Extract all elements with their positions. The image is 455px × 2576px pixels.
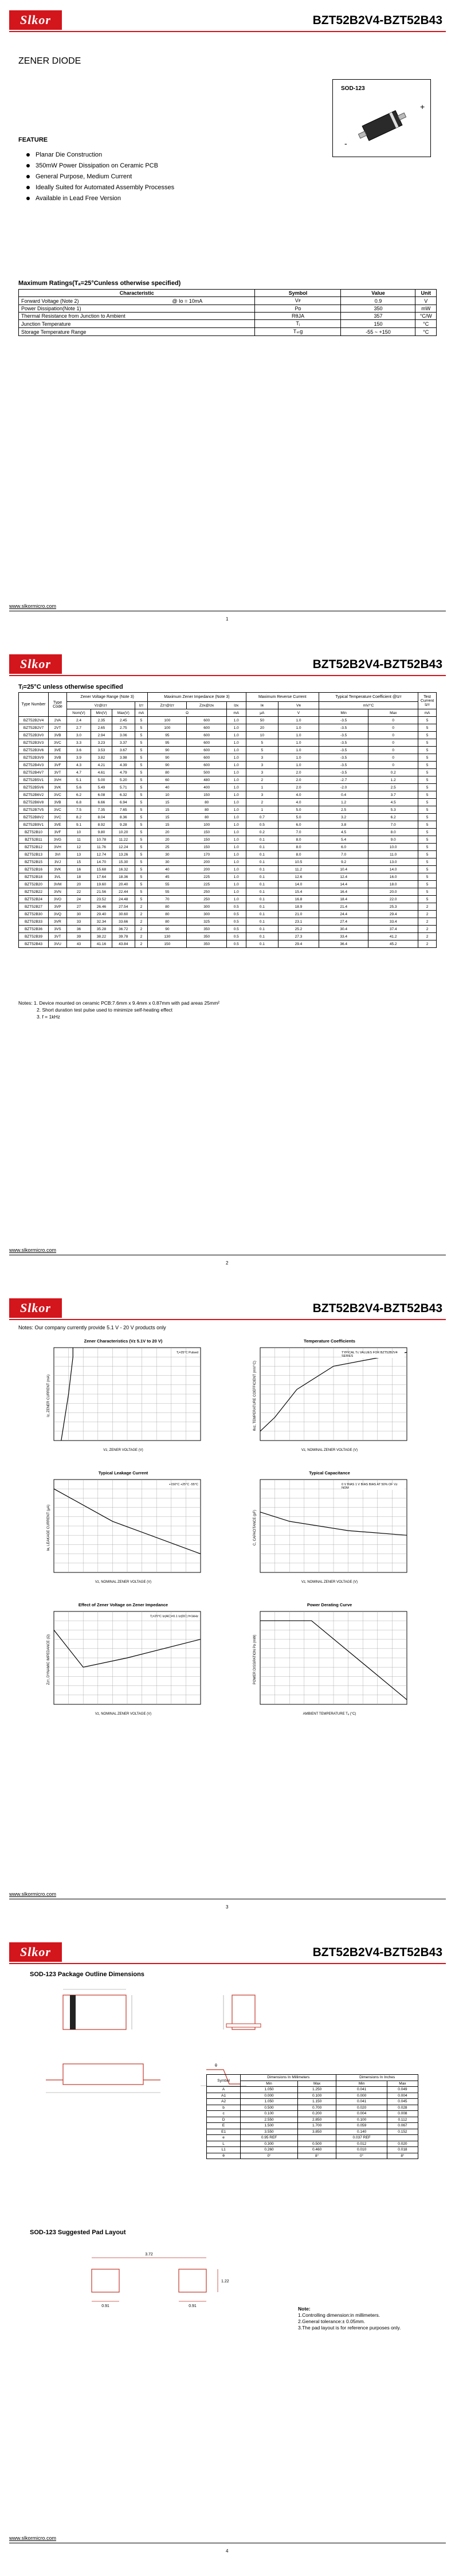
table-row: A2 1.050 1.150 0.041 0.045 (207, 2099, 418, 2105)
table-row: BZT52B8V2 3VC 8.2 8.04 8.36 5 15 80 1.0 0.7 5.0 3.2 6.2 5 (19, 814, 437, 821)
svg-text:0.91: 0.91 (101, 2304, 109, 2308)
page-header (9, 1942, 446, 1962)
col-header: Characteristic (19, 290, 255, 297)
page-number: 2 (226, 1260, 229, 1266)
x-axis-label: AMBIENT TEMPERATURE Tₐ (°C) (303, 1712, 356, 1716)
svg-text:0.91: 0.91 (189, 2304, 197, 2308)
table-row: D 2.550 2.850 0.100 0.112 (207, 2117, 418, 2123)
chart-legend: Tⱼ=25°C Pulsed (176, 1351, 198, 1355)
table-header-row: Vᴢ@Iᴢᴛ Iᴢᴛ Zᴢᴛ@Iᴢᴛ Zᴢᴋ@Iᴢᴋ Iᴢᴋ Iʀ Vʀ mV/°C (19, 702, 437, 709)
table-row: BZT52B3V9 3VB 3.9 3.82 3.98 5 90 600 1.0 3 1.0 -3.5 0 5 (19, 754, 437, 762)
feature-item: Planar Die Construction (23, 151, 174, 158)
table-header-row: Symbol Dimensions In Millimeters Dimensions In Inches (207, 2075, 418, 2081)
y-axis-label: POWER DISSIPATION Pᴅ (mW) (253, 1634, 257, 1685)
x-axis-label: Vᴢ, NOMINAL ZENER VOLTAGE (V) (301, 1449, 358, 1452)
chart-plot (246, 1609, 413, 1718)
part-number-title: BZT52B2V4-BZT52B43 (312, 658, 442, 671)
chart-plot (40, 1609, 206, 1718)
page-number: 1 (226, 616, 229, 622)
table-row: BZT52B10 3VF 10 9.80 10.20 5 20 150 1.0 0.2 7.0 4.5 8.0 5 (19, 829, 437, 836)
page-number: 4 (226, 2548, 229, 2554)
table-row: BZT52B33 3VR 33 32.34 33.66 2 80 325 0.5 0.1 23.1 27.4 33.4 2 (19, 918, 437, 926)
chart-title: Effect of Zener Voltage on Zener Impedance (78, 1602, 168, 1607)
electrical-characteristics-table (18, 692, 437, 948)
bullet-icon (26, 186, 30, 189)
table-row: Junction Temperature Tⱼ 150 °C (19, 320, 437, 328)
bullet-icon (26, 164, 30, 167)
chart-panel (40, 1470, 206, 1586)
table-row: Storage Temperature Range Tₛₜg -55 ~ +150 °C (19, 328, 437, 336)
table-row: L1 0.260 0.460 0.010 0.018 (207, 2147, 418, 2153)
package-box (332, 79, 431, 157)
table-row: BZT52B27 3VP 27 26.46 27.54 2 80 300 0.5 0.1 18.9 21.4 25.3 2 (19, 903, 437, 911)
table-notes: Notes: 1. Device mounted on ceramic PCB:7.6mm x 9.4mm x 0.87mm with pad areas 25mm² 2. Short duration test pulse used to minimize self-heating effect 3. f = 1kHz (18, 1000, 219, 1020)
page-3 (0, 1288, 455, 1932)
table-row: BZT52B30 3VQ 30 29.40 30.60 2 80 300 0.5 0.1 21.0 24.4 29.4 2 (19, 911, 437, 918)
website-link[interactable]: www.slkormicro.com (9, 603, 57, 609)
part-number-title: BZT52B2V4-BZT52B43 (312, 1946, 442, 1959)
page-1 (0, 0, 455, 644)
max-ratings-table (18, 289, 437, 336)
table-row: BZT52B24 3VO 24 23.52 24.48 5 70 250 1.0 0.1 16.8 18.4 22.0 5 (19, 896, 437, 903)
pad-layout-drawing (69, 2246, 264, 2338)
col-header: Symbol (255, 290, 341, 297)
elec-char-title: Tⱼ=25°C unless otherwise specified (18, 684, 123, 690)
chart-plot (40, 1477, 206, 1586)
products-note: Notes: Our company currently provide 5.1 V - 20 V products only (18, 1325, 166, 1330)
table-row: E1 3.550 3.850 0.140 0.152 (207, 2129, 418, 2135)
chart-legend: +150°C +25°C -55°C (168, 1483, 198, 1486)
page-header (9, 1298, 446, 1318)
chart-panel (246, 1602, 413, 1718)
features-list (23, 151, 174, 206)
header-divider (9, 1963, 446, 1964)
table-row: BZT52B4V3 3VF 4.3 4.21 4.39 5 90 600 1.0 3 1.0 -3.5 0 5 (19, 762, 437, 769)
chart-title: Zener Characteristics (Vᴢ 5.1V to 20 V) (84, 1338, 163, 1344)
page-footer (9, 1891, 446, 1902)
part-number-title: BZT52B2V4-BZT52B43 (312, 1302, 442, 1315)
page-header (9, 654, 446, 674)
table-row: BZT52B20 3VM 20 19.60 20.40 5 55 225 1.0 0.1 14.0 14.4 18.0 5 (19, 881, 437, 888)
chart-plot (246, 1345, 413, 1454)
table-row: BZT52B6V8 3VB 6.8 6.66 6.94 5 15 80 1.0 2 4.0 1.2 4.5 5 (19, 799, 437, 806)
part-number-title: BZT52B2V4-BZT52B43 (312, 14, 442, 27)
table-row: BZT52B5V6 3VK 5.6 5.49 5.71 5 40 400 1.0 1 2.0 -2.0 2.5 5 (19, 784, 437, 791)
table-row: θ 0° 8° 0° 8° (207, 2153, 418, 2159)
y-axis-label: θᴠᴢ, TEMPERATURE COEFFICIENT (mV/°C) (253, 1360, 257, 1431)
table-row: BZT52B6V2 3VC 6.2 6.08 6.32 5 10 150 1.0 3 4.0 0.4 3.7 5 (19, 791, 437, 799)
table-row: L 0.300 0.500 0.012 0.020 (207, 2141, 418, 2147)
pad-notes: Note: 1.Controlling dimension:in millimeters. 2.General tolerance:± 0.05mm. 3.The pad layout is for reference purposes only. (298, 2306, 401, 2331)
table-header-row: Type Number Type Code Zener Voltage Range (Note 3) Maximum Zener Impedance (Note 3) Maximum Reverse Current Typical Temperature Coefficient @Iᴢᴛ Test Current Iᴢᴛ (19, 693, 437, 702)
page-footer (9, 1247, 446, 1258)
website-link[interactable]: www.slkormicro.com (9, 1247, 57, 1253)
product-title: ZENER DIODE (18, 56, 81, 66)
header-divider (9, 31, 446, 32)
table-header-row: Min Max Min Max (207, 2081, 418, 2087)
page-4 (0, 1932, 455, 2576)
brand-logo: Slkor (9, 654, 62, 674)
x-axis-label: Vᴢ, NOMINAL ZENER VOLTAGE (V) (301, 1580, 358, 1584)
website-link[interactable]: www.slkormicro.com (9, 1891, 57, 1897)
table-row: BZT52B3V0 3VB 3.0 2.94 3.06 5 95 600 1.0 10 1.0 -3.5 0 5 (19, 732, 437, 739)
svg-text:-: - (344, 139, 347, 148)
page-2 (0, 644, 455, 1288)
table-row: BZT52B11 3VG 11 10.78 11.22 5 20 150 1.0 0.1 8.0 5.4 9.0 5 (19, 836, 437, 844)
table-row: BZT52B3V6 3VE 3.6 3.53 3.67 5 90 600 1.0 5 1.0 -3.5 0 5 (19, 747, 437, 754)
brand-logo: Slkor (9, 1942, 62, 1962)
x-axis-label: Vᴢ, ZENER VOLTAGE (V) (103, 1449, 143, 1452)
table-row: BZT52B12 3VH 12 11.76 12.24 5 25 150 1.0 0.1 8.0 6.0 10.0 5 (19, 844, 437, 851)
chart-title: Temperature Coefficients (304, 1338, 355, 1344)
page-number: 3 (226, 1904, 229, 1910)
table-row: BZT52B13 3VI 13 12.74 13.26 5 30 170 1.0 0.1 8.0 7.0 11.0 5 (19, 851, 437, 858)
table-row: b 0.500 0.700 0.020 0.028 (207, 2105, 418, 2111)
pad-layout-title: SOD-123 Suggested Pad Layout (30, 2229, 126, 2236)
table-row: Forward Voltage (Note 2) @ Iᴏ = 10mA Vꜰ 0.9 V (19, 297, 437, 305)
table-row: BZT52B36 3VS 36 35.28 36.72 2 90 350 0.5 0.1 25.2 30.4 37.4 2 (19, 926, 437, 933)
table-row: BZT52B15 3VJ 15 14.70 15.30 5 30 200 1.0 0.1 10.5 9.2 13.0 5 (19, 858, 437, 866)
page-footer (9, 603, 446, 614)
x-axis-label: Vᴢ, NOMINAL ZENER VOLTAGE (V) (95, 1580, 152, 1584)
bullet-icon (26, 153, 30, 157)
table-row: BZT52B16 3VK 16 15.68 16.32 5 40 200 1.0 0.1 11.2 10.4 14.0 5 (19, 866, 437, 873)
dimensions-table (206, 2074, 418, 2159)
header-divider (9, 675, 446, 676)
table-row: A1 0.000 0.100 0.000 0.004 (207, 2093, 418, 2099)
chart-legend: Tⱼ=25°C Iᴢ(AC)=0.1 Iᴢ(DC) f=1kHz (150, 1615, 198, 1618)
table-row: e 0.95 REF 0.037 REF (207, 2135, 418, 2141)
max-ratings-title: Maximum Ratings(Tₐ=25°Cunless otherwise specified) (18, 280, 181, 287)
brand-logo: Slkor (9, 10, 62, 30)
page-footer (9, 2535, 446, 2546)
svg-text:3.72: 3.72 (145, 2253, 153, 2257)
table-header-row: Nom(V) Min(V) Max(V) mA Ω mA μA V Min Max mA (19, 709, 437, 717)
table-row: c 0.100 0.200 0.004 0.008 (207, 2111, 418, 2117)
table-row: BZT52B2V4 2VA 2.4 2.35 2.45 5 100 600 1.0 50 1.0 -3.5 0 5 (19, 717, 437, 724)
table-row: BZT52B22 3VN 22 21.56 22.44 5 55 250 1.0 0.1 15.4 16.4 20.0 5 (19, 888, 437, 896)
feature-item: Available in Lead Free Version (23, 195, 174, 202)
chart-title: Typical Capacitance (309, 1470, 350, 1476)
table-row: BZT52B4V7 3VT 4.7 4.61 4.79 5 80 500 1.0 3 2.0 -3.5 0.2 5 (19, 769, 437, 776)
bullet-icon (26, 197, 30, 200)
y-axis-label: Zᴢᴛ, DYNAMIC IMPEDANCE (Ω) (47, 1634, 50, 1685)
chart-panel (246, 1338, 413, 1454)
package-label: SOD-123 (341, 85, 365, 92)
table-row: BZT52B7V5 3VC 7.5 7.35 7.65 5 15 80 1.0 1 5.0 2.5 5.3 5 (19, 806, 437, 814)
table-header-row (19, 290, 437, 297)
col-header: Value (341, 290, 415, 297)
table-row: BZT52B2V7 2VT 2.7 2.65 2.75 5 100 600 1.0 20 1.0 -3.5 0 5 (19, 724, 437, 732)
page-header (9, 10, 446, 30)
svg-text:+: + (420, 102, 425, 111)
table-row: BZT52B3V3 3VC 3.3 3.23 3.37 5 95 600 1.0 5 1.0 -3.5 0 5 (19, 739, 437, 747)
svg-text:θ: θ (215, 2064, 217, 2068)
website-link[interactable]: www.slkormicro.com (9, 2535, 57, 2541)
chart-panel (246, 1470, 413, 1586)
table-row: BZT52B43 3VU 43 41.16 43.84 2 150 350 0.5 0.1 29.4 36.4 45.2 2 (19, 940, 437, 948)
table-row: Thermal Resistance from Junction to Ambient RθJA 357 °C/W (19, 313, 437, 320)
table-row: BZT52B18 3VL 18 17.64 18.36 5 45 225 1.0 0.1 12.6 12.4 16.0 5 (19, 873, 437, 881)
feature-item: 350mW Power Dissipation on Ceramic PCB (23, 162, 174, 169)
x-axis-label: Vᴢ, NOMINAL ZENER VOLTAGE (V) (95, 1712, 152, 1716)
brand-logo: Slkor (9, 1298, 62, 1318)
feature-item: General Purpose, Medium Current (23, 173, 174, 180)
y-axis-label: C, CAPACITANCE (pF) (253, 1509, 257, 1546)
feature-item: Ideally Suited for Automated Assembly Processes (23, 184, 174, 191)
table-row: Power Dissipation(Note 1) Pᴅ 350 mW (19, 305, 437, 313)
y-axis-label: Iʀ, LEAKAGE CURRENT (μA) (47, 1504, 50, 1551)
table-row: BZT52B9V1 3VE 9.1 8.92 9.28 5 15 100 1.0 0.5 6.0 3.8 7.0 5 (19, 821, 437, 829)
chart-title: Typical Leakage Current (98, 1470, 148, 1476)
chart-panel (40, 1338, 206, 1454)
svg-text:1.22: 1.22 (221, 2280, 229, 2284)
table-row: E 1.500 1.700 0.059 0.067 (207, 2123, 418, 2129)
col-header: Unit (415, 290, 437, 297)
table-row: BZT52B5V1 3VH 5.1 5.00 5.20 5 60 480 1.0 2 2.0 -2.7 1.2 5 (19, 776, 437, 784)
outline-title: SOD-123 Package Outline Dimensions (30, 1971, 144, 1978)
chart-plot (40, 1345, 206, 1454)
table-row: A 1.050 1.250 0.041 0.049 (207, 2087, 418, 2093)
features-title: FEATURE (18, 136, 48, 143)
chart-plot (246, 1477, 413, 1586)
y-axis-label: Iᴢ, ZENER CURRENT (mA) (47, 1375, 50, 1417)
chart-title: Power Derating Curve (307, 1602, 352, 1607)
table-row: BZT52B39 3VT 39 38.22 39.78 2 130 350 0.5 0.1 27.3 33.4 41.2 2 (19, 933, 437, 940)
chart-panel (40, 1602, 206, 1718)
header-divider (9, 1319, 446, 1320)
chart-legend: TYPICAL Tᴄ VALUES FOR BZT52B2V4 SERIES (342, 1351, 405, 1358)
chart-legend: 0 V BIAS 1 V BIAS BIAS AT 50% OF Vᴢ NOM (342, 1483, 405, 1490)
bullet-icon (26, 175, 30, 178)
